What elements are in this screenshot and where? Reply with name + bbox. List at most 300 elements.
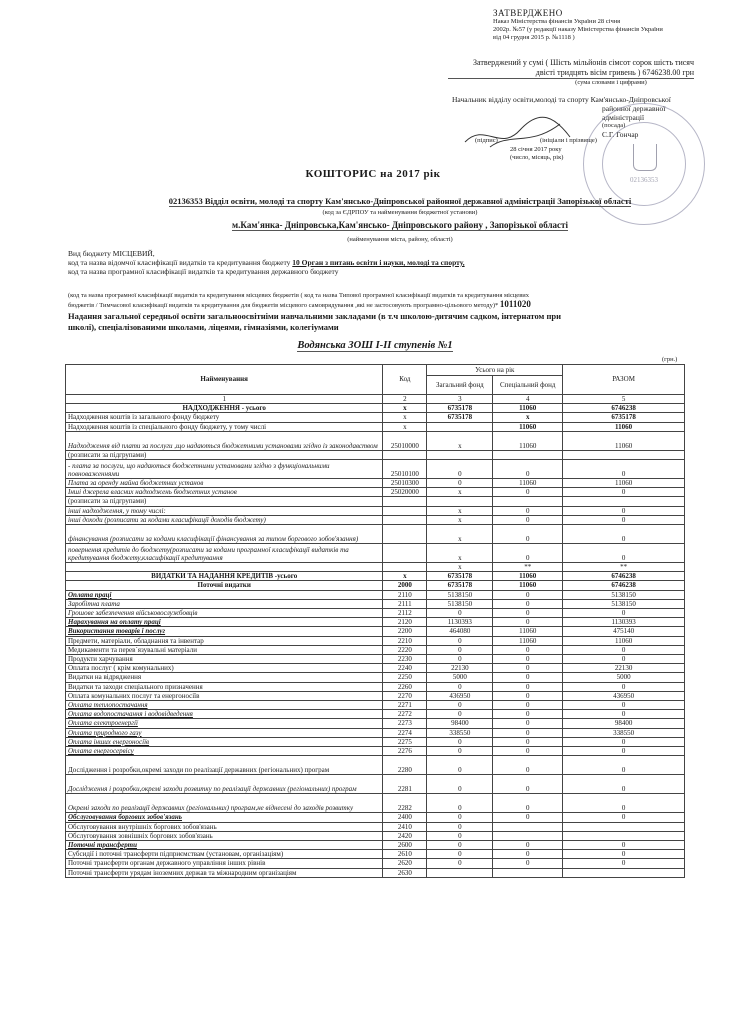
table-row	[66, 673, 685, 682]
row-name: НАДХОДЖЕННЯ - усього	[66, 404, 383, 413]
approval-line-1: Наказ Міністерства фінансів України 28 січня	[493, 18, 621, 25]
trident-emblem-icon	[633, 144, 657, 171]
budget-type: Вид бюджету МІСЦЕВИЙ,	[68, 249, 155, 258]
row-total: 0	[563, 506, 685, 515]
local-prog-code: 1011020	[499, 299, 531, 309]
row-code: 2260	[383, 682, 427, 691]
row-name: Оплата інших енергоносіїв	[66, 737, 383, 746]
row-general-fund: 22130	[427, 664, 493, 673]
row-code: 2271	[383, 701, 427, 710]
row-name: Оплата електроенергії	[66, 719, 383, 728]
dept-code-prefix: код та назва відомчої класифікації видатків та кредитування бюджету	[68, 258, 291, 267]
row-total: 0	[563, 544, 685, 563]
row-code	[383, 544, 427, 563]
row-general-fund: 98400	[427, 719, 493, 728]
row-code: x	[383, 422, 427, 431]
table-row	[66, 664, 685, 673]
local-prog-line-2	[68, 300, 708, 310]
row-name: фінансування (розписати за кодами класифікації фінансування за типом боргового зобов'язання)	[66, 525, 383, 544]
row-total: 0	[563, 813, 685, 822]
row-general-fund: 5138150	[427, 599, 493, 608]
row-name: Нарахування на оплату праці	[66, 618, 383, 627]
row-name: Окремі заходи по реалізації державних (регіональних) програм,не віднесені до заходів розвитку	[66, 794, 383, 813]
row-total: 0	[563, 710, 685, 719]
row-general-fund: x	[427, 431, 493, 450]
row-name: Надходження коштів із загального фонду бюджету	[66, 413, 383, 422]
header-general-fund: Загальний фонд	[427, 376, 493, 395]
row-general-fund: x	[427, 506, 493, 515]
row-special-fund	[493, 450, 563, 459]
local-prog-line-2-text: бюджетів / Тимчасової класифікації видатків та кредитування для бюджетів місцевого самоврядування ,які не застосовують програмно-цільового методу)*	[68, 302, 499, 309]
row-code: 2110	[383, 590, 427, 599]
row-name: Інші джерела власних надходжень бюджетних установ	[66, 488, 383, 497]
row-total: 5138150	[563, 599, 685, 608]
row-total: 11060	[563, 431, 685, 450]
row-total: 0	[563, 850, 685, 859]
row-code: 25010300	[383, 479, 427, 488]
seal-code: 02136353	[630, 176, 658, 184]
table-row	[66, 618, 685, 627]
row-name: - плата за послуги, що надаються бюджетними установами згідно з функціональними повноваженнями	[66, 460, 383, 479]
table-row	[66, 868, 685, 877]
approval-heading: ЗАТВЕРДЖЕНО	[493, 8, 563, 18]
table-row	[66, 413, 685, 422]
row-general-fund: 0	[427, 831, 493, 840]
row-special-fund: 0	[493, 590, 563, 599]
row-name: Предмети, матеріали, обладнання та інвентар	[66, 636, 383, 645]
row-total: 5000	[563, 673, 685, 682]
row-name: Дослідження і розробки,окремі заходи по реалізації державних (регіональних) програм	[66, 756, 383, 775]
row-special-fund: 0	[493, 701, 563, 710]
prog-code-line: код та назва програмної класифікації видатків та кредитування державного бюджету	[68, 267, 339, 276]
row-general-fund: 0	[427, 840, 493, 849]
table-row	[66, 515, 685, 524]
city-caption: (найменування міста, району, області)	[347, 236, 453, 243]
row-general-fund: 0	[427, 794, 493, 813]
row-code: 2112	[383, 609, 427, 618]
row-code: 2230	[383, 655, 427, 664]
row-total	[563, 868, 685, 877]
row-general-fund: 0	[427, 822, 493, 831]
col-number: 1	[66, 395, 383, 404]
row-name: (розписати за підгрупами)	[66, 497, 383, 506]
row-code: 2220	[383, 645, 427, 654]
table-row	[66, 794, 685, 813]
approved-sum-line-1: Затверджений у сумі ( Шість мільйонів сімсот сорок шість тисяч	[473, 58, 694, 67]
row-general-fund: 0	[427, 737, 493, 746]
row-total	[563, 822, 685, 831]
row-total: 98400	[563, 719, 685, 728]
row-special-fund: 11060	[493, 422, 563, 431]
row-code: 2630	[383, 868, 427, 877]
table-row	[66, 701, 685, 710]
row-name: інші надходження, у тому числі:	[66, 506, 383, 515]
row-code: x	[383, 572, 427, 581]
table-row	[66, 497, 685, 506]
row-total: 11060	[563, 422, 685, 431]
row-special-fund: 0	[493, 664, 563, 673]
head-line: Начальник відділу освіти,молоді та спорту Кам'янсько-Дніпровської	[452, 95, 671, 104]
row-special-fund: 0	[493, 775, 563, 794]
row-special-fund: 0	[493, 618, 563, 627]
row-total: 338550	[563, 728, 685, 737]
row-name: Обслуговування боргових зобов'язань	[66, 813, 383, 822]
row-total: 11060	[563, 479, 685, 488]
row-code: 2420	[383, 831, 427, 840]
row-total: 0	[563, 645, 685, 654]
table-row	[66, 850, 685, 859]
dept-code-line	[68, 258, 688, 267]
row-total: 5138150	[563, 590, 685, 599]
row-name: Оплата водопостачання і водовідведення	[66, 710, 383, 719]
table-row	[66, 840, 685, 849]
row-general-fund: 0	[427, 813, 493, 822]
city-line	[100, 220, 700, 230]
row-total: 475140	[563, 627, 685, 636]
table-row	[66, 479, 685, 488]
approved-sum-line-2: двісті тридцять вісім гривень ) 6746238.00 грн	[448, 68, 694, 79]
table-row	[66, 636, 685, 645]
row-general-fund: 0	[427, 460, 493, 479]
row-code: 25020000	[383, 488, 427, 497]
row-special-fund: 0	[493, 655, 563, 664]
row-total: 0	[563, 609, 685, 618]
row-name: Оплата теплопостачання	[66, 701, 383, 710]
row-special-fund: 0	[493, 794, 563, 813]
row-code: 2281	[383, 775, 427, 794]
row-general-fund: 5138150	[427, 590, 493, 599]
row-general-fund: x	[427, 544, 493, 563]
row-total: **	[563, 563, 685, 572]
row-general-fund: 0	[427, 747, 493, 756]
row-code	[383, 450, 427, 459]
row-code: 25010100	[383, 460, 427, 479]
row-code: 2274	[383, 728, 427, 737]
row-total	[563, 497, 685, 506]
row-general-fund: x	[427, 488, 493, 497]
row-general-fund: 0	[427, 710, 493, 719]
row-code: 2270	[383, 691, 427, 700]
row-name: інші доходи (розписати за кодами класифікації доходів бюджету)	[66, 515, 383, 524]
row-special-fund: 0	[493, 859, 563, 868]
row-general-fund: 0	[427, 859, 493, 868]
row-code: 2200	[383, 627, 427, 636]
table-row	[66, 599, 685, 608]
row-code: x	[383, 413, 427, 422]
row-total: 0	[563, 701, 685, 710]
row-total: 6746238	[563, 404, 685, 413]
row-special-fund: 11060	[493, 627, 563, 636]
table-row	[66, 609, 685, 618]
row-special-fund: 11060	[493, 581, 563, 590]
row-total: 0	[563, 655, 685, 664]
row-code: 2620	[383, 859, 427, 868]
row-code: 2250	[383, 673, 427, 682]
table-row	[66, 422, 685, 431]
row-special-fund: 0	[493, 525, 563, 544]
table-row	[66, 581, 685, 590]
initials-caption: (ініціали і прізвище)	[540, 137, 597, 144]
row-special-fund: 0	[493, 691, 563, 700]
row-special-fund: 0	[493, 813, 563, 822]
row-name: (розписати за підгрупами)	[66, 450, 383, 459]
header-total-year: Усього на рік	[427, 365, 563, 376]
row-name: повернення кредитів до бюджету(розписати за кодами програмної класифікації видатків та кредитування бюджету,класифікації кредитування	[66, 544, 383, 563]
row-special-fund: 0	[493, 515, 563, 524]
row-special-fund: 0	[493, 544, 563, 563]
row-special-fund	[493, 868, 563, 877]
table-row	[66, 859, 685, 868]
row-special-fund: 0	[493, 728, 563, 737]
row-code: 2111	[383, 599, 427, 608]
approval-line-3: від 04 грудня 2015 р. №1118 )	[493, 34, 575, 41]
position-caption: (посада)	[602, 122, 626, 129]
row-general-fund: 0	[427, 756, 493, 775]
row-total: 0	[563, 840, 685, 849]
row-code	[383, 506, 427, 515]
table-row	[66, 431, 685, 450]
table-row	[66, 404, 685, 413]
row-code: 2400	[383, 813, 427, 822]
row-general-fund: 1130393	[427, 618, 493, 627]
approval-line-2: 2002р. №57 (у редакції наказу Міністерства фінансів України	[493, 26, 663, 33]
row-code: 2275	[383, 737, 427, 746]
row-general-fund: 6735178	[427, 413, 493, 422]
row-name: Поточні трансферти урядам іноземних держав та міжнародним організаціям	[66, 868, 383, 877]
row-general-fund: 5000	[427, 673, 493, 682]
row-general-fund: 0	[427, 645, 493, 654]
local-prog-line-1: (код та назва програмної класифікації видатків та кредитування місцевих бюджетів ( код та назва Типової програмної класифікації видатків та кредитування місцевих	[68, 292, 529, 299]
row-general-fund: 6735178	[427, 581, 493, 590]
estimate-table-body	[66, 404, 685, 878]
row-total: 11060	[563, 636, 685, 645]
row-code: 2210	[383, 636, 427, 645]
row-general-fund	[427, 497, 493, 506]
row-total: 0	[563, 515, 685, 524]
program-name-line-2: школі), спеціалізованими школами, ліцеями, гімназіями, колегіумами	[68, 322, 339, 332]
row-general-fund: 464080	[427, 627, 493, 636]
row-name: Грошове забезпечення військовослужбовців	[66, 609, 383, 618]
row-total: 0	[563, 488, 685, 497]
row-name: Поточні трансферти	[66, 840, 383, 849]
row-code: 2000	[383, 581, 427, 590]
header-name: Найменування	[66, 365, 383, 395]
row-code: 2276	[383, 747, 427, 756]
header-sum: РАЗОМ	[563, 365, 685, 395]
row-code: 2282	[383, 794, 427, 813]
row-code: 2240	[383, 664, 427, 673]
table-row	[66, 627, 685, 636]
row-name: Обслуговування внутрішніх боргових зобов'язань	[66, 822, 383, 831]
row-name: Продукти харчування	[66, 655, 383, 664]
table-row	[66, 747, 685, 756]
row-special-fund: 0	[493, 719, 563, 728]
approval-block	[493, 8, 733, 42]
table-row	[66, 737, 685, 746]
row-general-fund	[427, 422, 493, 431]
school-name-wrap	[65, 340, 685, 351]
row-total	[563, 450, 685, 459]
row-total: 0	[563, 794, 685, 813]
table-row	[66, 691, 685, 700]
row-special-fund	[493, 822, 563, 831]
row-name: Надходження від плати за послуги ,що надаються бюджетними установами згідно із законодавством	[66, 431, 383, 450]
row-name: Використання товарів і послуг	[66, 627, 383, 636]
table-row	[66, 450, 685, 459]
row-general-fund: x	[427, 515, 493, 524]
row-code	[383, 563, 427, 572]
row-special-fund: x	[493, 413, 563, 422]
row-general-fund: 0	[427, 775, 493, 794]
table-row	[66, 525, 685, 544]
row-special-fund: 0	[493, 506, 563, 515]
col-number: 5	[563, 395, 685, 404]
col-number: 4	[493, 395, 563, 404]
row-special-fund: 0	[493, 737, 563, 746]
org-line-text: 02136353 Відділ освіти, молоді та спорту Кам'янсько-Дніпровської районної державної адміністрації Запорізької області	[168, 196, 632, 206]
row-name: Оплата енергосервісу	[66, 747, 383, 756]
row-general-fund: 6735178	[427, 572, 493, 581]
row-total: 0	[563, 859, 685, 868]
row-general-fund: 0	[427, 655, 493, 664]
row-code: 2272	[383, 710, 427, 719]
row-name: Дослідження і розробки,окремі заходи розвитку по реалізації державних (регіональних) програм	[66, 775, 383, 794]
row-name: Обслуговування зовнішніх боргових зобов'язань	[66, 831, 383, 840]
dept-code-value: 10 Орган з питань освіти і науки, молоді та спорту,	[292, 258, 465, 267]
row-general-fund	[427, 868, 493, 877]
row-special-fund: 0	[493, 850, 563, 859]
row-name: Видатки та заходи спеціального призначення	[66, 682, 383, 691]
estimate-table	[65, 364, 685, 878]
row-code	[383, 515, 427, 524]
row-total: 6735178	[563, 413, 685, 422]
table-row	[66, 775, 685, 794]
row-name: Поточні трансферти органам державного управління інших рівнів	[66, 859, 383, 868]
row-general-fund: 0	[427, 636, 493, 645]
table-row	[66, 544, 685, 563]
row-name: Плата за оренду майна бюджетних установ	[66, 479, 383, 488]
approval-date: 28 січня 2017 року	[510, 146, 562, 153]
head-line-2: районної державної адміністрації	[602, 104, 666, 122]
table-row	[66, 719, 685, 728]
row-special-fund: 0	[493, 756, 563, 775]
row-total	[563, 831, 685, 840]
row-total: 0	[563, 747, 685, 756]
approved-sum-caption: (сума словами і цифрами)	[575, 79, 647, 86]
row-code: 2410	[383, 822, 427, 831]
row-total: 22130	[563, 664, 685, 673]
approved-sum	[448, 58, 694, 87]
row-name: Оплата природного газу	[66, 728, 383, 737]
row-special-fund: 0	[493, 840, 563, 849]
table-row	[66, 645, 685, 654]
row-special-fund: 0	[493, 682, 563, 691]
row-special-fund: 0	[493, 599, 563, 608]
row-name: Заробітна плата	[66, 599, 383, 608]
row-code: 2600	[383, 840, 427, 849]
row-name: Субсидії і поточні трансферти підприємствам (установам, організаціям)	[66, 850, 383, 859]
row-total: 0	[563, 775, 685, 794]
sign-caption: (підпис)	[475, 137, 498, 144]
local-prog-block	[68, 292, 708, 310]
row-name: ВИДАТКИ ТА НАДАННЯ КРЕДИТІВ -усього	[66, 572, 383, 581]
table-row	[66, 682, 685, 691]
table-row	[66, 728, 685, 737]
row-special-fund: 0	[493, 488, 563, 497]
row-special-fund: 11060	[493, 404, 563, 413]
row-special-fund	[493, 497, 563, 506]
row-general-fund	[427, 450, 493, 459]
row-total: 6746238	[563, 572, 685, 581]
row-special-fund: 11060	[493, 636, 563, 645]
table-row	[66, 831, 685, 840]
table-row	[66, 756, 685, 775]
row-name: Медикаменти та перев`язувальні матеріали	[66, 645, 383, 654]
row-special-fund: 11060	[493, 572, 563, 581]
table-row	[66, 460, 685, 479]
row-special-fund	[493, 831, 563, 840]
row-general-fund: 436950	[427, 691, 493, 700]
row-general-fund: 6735178	[427, 404, 493, 413]
row-special-fund: **	[493, 563, 563, 572]
row-name: Поточні видатки	[66, 581, 383, 590]
row-name: Надходження коштів із спеціального фонду бюджету, у тому числі	[66, 422, 383, 431]
table-row	[66, 822, 685, 831]
row-general-fund: 0	[427, 701, 493, 710]
header-code: Код	[383, 365, 427, 395]
table-row	[66, 563, 685, 572]
org-caption: (код за ЄДРПОУ та найменування бюджетної установи)	[322, 209, 478, 216]
row-code	[383, 497, 427, 506]
row-name: Оплата комунальних послуг та енергоносіїв	[66, 691, 383, 700]
row-special-fund: 0	[493, 747, 563, 756]
row-special-fund: 0	[493, 645, 563, 654]
row-code: 2610	[383, 850, 427, 859]
row-code: x	[383, 404, 427, 413]
row-special-fund: 11060	[493, 431, 563, 450]
city-line-text: м.Кам'янка- Дніпровська,Кам'янсько- Дніпровського району , Запорізької області	[232, 220, 568, 230]
row-total: 0	[563, 756, 685, 775]
row-name: Видатки на відрядження	[66, 673, 383, 682]
row-general-fund: x	[427, 525, 493, 544]
row-general-fund: 338550	[427, 728, 493, 737]
org-line	[100, 196, 700, 206]
row-code: 2120	[383, 618, 427, 627]
col-number: 2	[383, 395, 427, 404]
row-total: 0	[563, 525, 685, 544]
row-code: 25010000	[383, 431, 427, 450]
program-name-line-1: Надання загальної середньої освіти загальноосвітніми навчальними закладами (в т.ч школою-дитячим садком, інтернатом при	[68, 311, 561, 321]
table-row	[66, 813, 685, 822]
document-title: КОШТОРИС на 2017 рік	[305, 168, 441, 180]
col-number: 3	[427, 395, 493, 404]
row-name	[66, 563, 383, 572]
table-row	[66, 506, 685, 515]
table-row	[66, 488, 685, 497]
row-special-fund: 0	[493, 710, 563, 719]
row-name: Оплата праці	[66, 590, 383, 599]
row-general-fund: 0	[427, 479, 493, 488]
row-general-fund: 0	[427, 609, 493, 618]
program-name	[68, 311, 708, 333]
header-special-fund: Спеціальний фонд	[493, 376, 563, 395]
row-special-fund: 11060	[493, 479, 563, 488]
school-name: Водянська ЗОШ І-ІІ ступенів №1	[297, 340, 453, 351]
table-row	[66, 710, 685, 719]
table-row	[66, 572, 685, 581]
row-general-fund: 0	[427, 850, 493, 859]
row-total: 0	[563, 460, 685, 479]
